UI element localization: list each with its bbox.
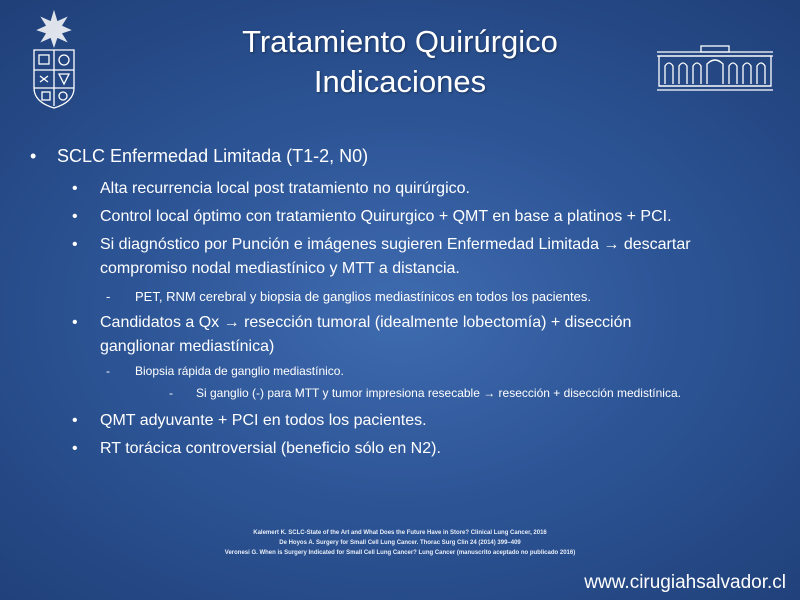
footer-url: www.cirugiahsalvador.cl [584,572,786,593]
bullet-dash: - [106,364,110,378]
sub-sub-bullet-4-text: Biopsia rápida de ganglio mediastínico. [135,364,344,378]
sub-bullet-5-text: QMT adyuvante + PCI en todos los pacientes. [100,412,427,429]
reference-3: Veronesi G. When is Surgery Indicated for Small Cell Lung Cancer? Lung Cancer (manuscrito aceptado no publicado 2016) [224,550,576,556]
slide-title [0,22,800,102]
sub-sub-sub-bullet-4-text: Si ganglio (-) para MTT y tumor impresiona resecable → resección + disección medistínica. [196,386,681,400]
sub-bullet-3-line-1: Si diagnóstico por Punción e imágenes sugieren Enfermedad Limitada → descartar [100,236,691,253]
bullet-dot: • [72,412,78,429]
slide-title-line-2: Indicaciones [313,64,487,99]
main-bullet-text: SCLC Enfermedad Limitada (T1-2, N0) [57,146,369,166]
bullet-dot: • [72,314,78,331]
sub-bullet-1-text: Alta recurrencia local post tratamiento no quirúrgico. [100,180,470,197]
sub-sub-bullet-3-text: PET, RNM cerebral y biopsia de ganglios mediastínicos en todos los pacientes. [135,289,591,304]
reference-1: Kalemert K. SCLC-State of the Art and What Does the Future Have in Store? Clinical Lung Cancer, 2016 [253,530,547,536]
bullet-dash: - [106,289,111,304]
bullet-dot: • [72,440,78,457]
sub-bullet-3-line-2: compromiso nodal mediastínico y MTT a distancia. [100,260,460,277]
slide-title-line-1: Tratamiento Quirúrgico [242,24,558,59]
reference-2: De Hoyos A. Surgery for Small Cell Lung Cancer. Thorac Surg Clin 24 (2014) 399–409 [279,540,521,546]
bullet-dot: • [30,146,37,166]
references [0,528,800,558]
bullet-dot: • [72,180,78,197]
bullet-dash: - [169,386,173,400]
sub-bullet-6-text: RT torácica controversial (beneficio sólo en N2). [100,440,441,457]
bullet-dot: • [72,236,78,253]
bullet-dot: • [72,208,78,225]
sub-bullet-4-line-2: ganglionar mediastínica) [100,338,275,355]
sub-bullet-4-line-1: Candidatos a Qx → resección tumoral (idealmente lobectomía) + disección [100,314,632,331]
sub-bullet-2-text: Control local óptimo con tratamiento Quirurgico + QMT en base a platinos + PCI. [100,208,672,225]
